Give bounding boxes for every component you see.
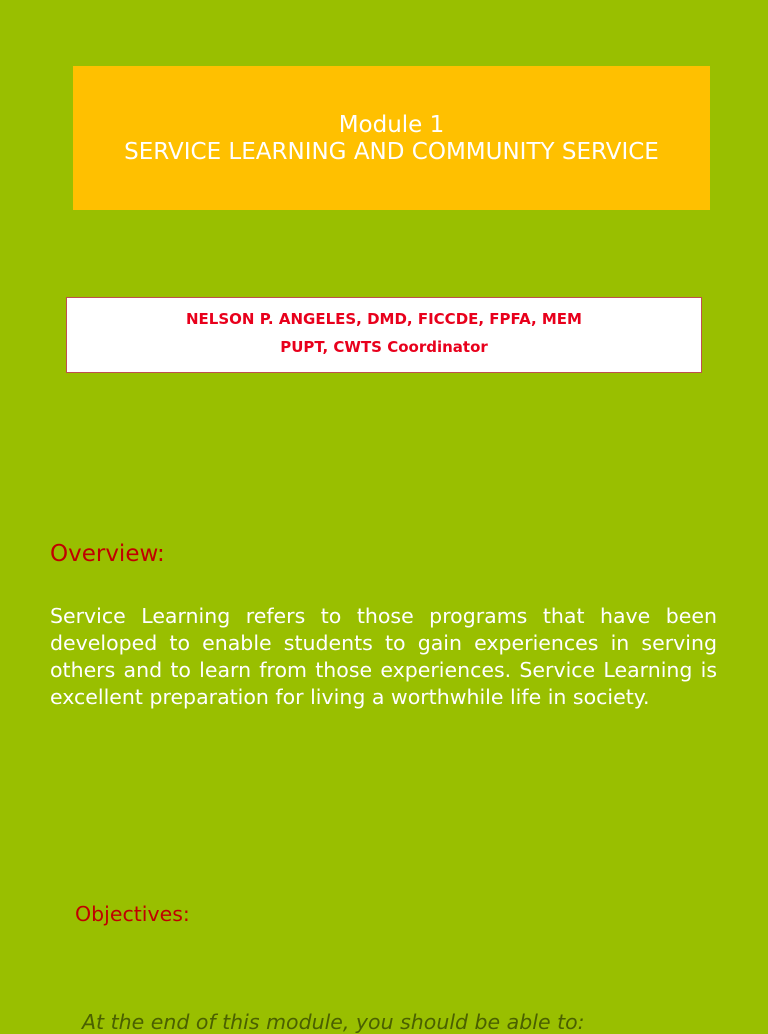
objectives-intro: At the end of this module, you should be able to: [82, 1010, 585, 1034]
module-title-box [73, 66, 710, 210]
overview-body: Service Learning refers to those programs that have been developed to enable students to gain experiences in serving others and to learn from those experiences. Service Learning is excellent preparation for living a worthwhile life in society. [50, 604, 717, 709]
module-number: Module 1 [338, 112, 445, 138]
overview-heading: Overview: [50, 541, 165, 567]
objectives-heading: Objectives: [75, 902, 190, 926]
author-role: PUPT, CWTS Coordinator [280, 338, 488, 356]
module-title: SERVICE LEARNING AND COMMUNITY SERVICE [124, 139, 659, 165]
author-name: NELSON P. ANGELES, DMD, FICCDE, FPFA, MEM [186, 310, 582, 328]
author-box [66, 297, 702, 373]
